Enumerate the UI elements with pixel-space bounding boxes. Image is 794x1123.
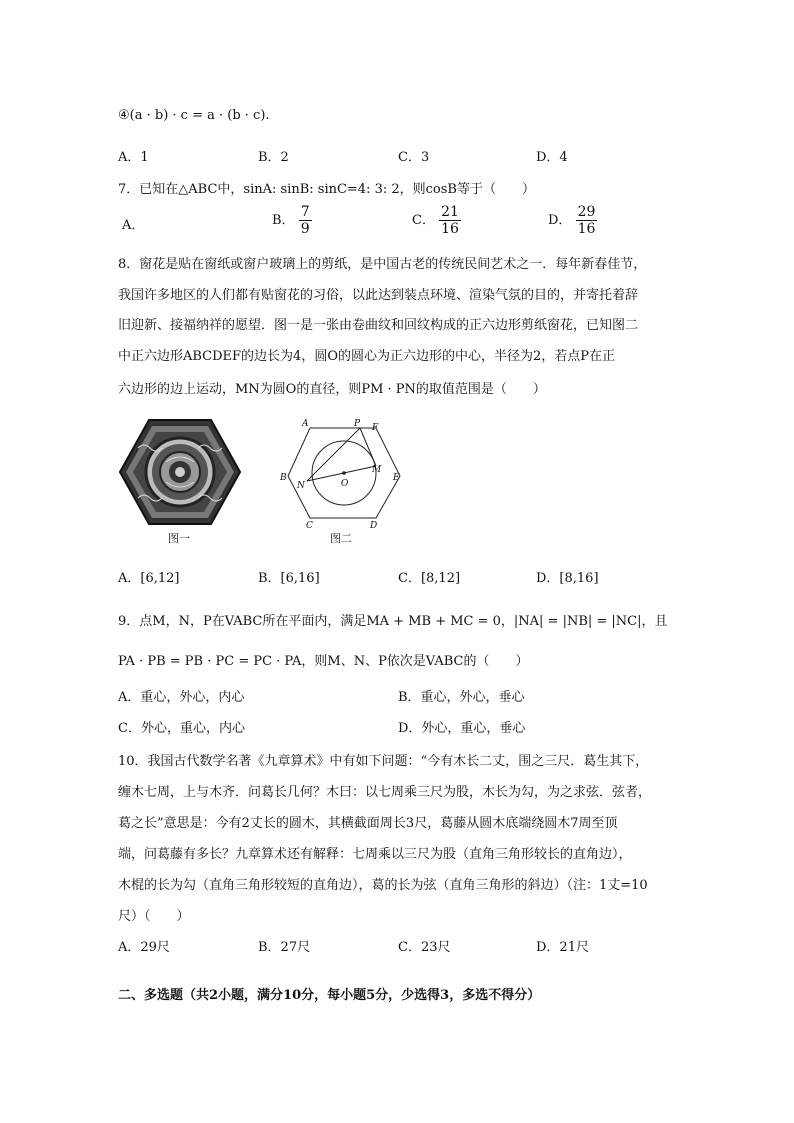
q10-option-b: B．27尺 [258,940,311,955]
vertex-f-label: F [372,423,379,433]
vertex-b-label: B [280,473,287,483]
q9-line-2: PA · PB = PB · PC = PC · PA，则M、N、P依次是VABC的（ ） [118,654,529,669]
q8-line-3: 旧迎新、接福纳祥的愿望．图一是一张由卷曲纹和回纹构成的正六边形剪纸窗花，已知图二 [118,318,639,333]
figure-one-caption: 图一 [168,532,190,545]
q8-line-2: 我国许多地区的人们都有贴窗花的习俗，以此达到装点环境、渲染气氛的目的，并寄托着辞 [118,288,639,303]
numerator: 21 [441,204,459,220]
q8-option-d: D．[8,16] [536,571,599,586]
q8-option-c: C．[8,12] [398,571,461,586]
figure-one-papercut [118,418,242,526]
q7-option-d-label: D． [548,213,572,228]
q9-option-a: A．重心，外心，内心 [118,690,245,705]
point-m-label: M [372,465,382,475]
denominator: 16 [441,221,459,237]
q9-option-d: D．外心，重心，垂心 [398,721,526,736]
q10-option-d: D．21尺 [536,940,589,955]
vertex-e-label: E [393,473,400,483]
denominator: 16 [577,221,596,237]
q8-line-5: 六边形的边上运动，MN为圆O的直径，则PM · PN的取值范围是（ ） [118,382,546,397]
point-p-label: P [354,419,361,429]
section-heading-multiple-choice: 二、多选题（共2小题，满分10分，每小题5分，少选得3，多选不得分） [118,988,541,1003]
q7-option-d [548,204,597,237]
q9-option-c: C．外心，重心，内心 [118,721,245,736]
q7-option-b-label: B． [272,213,295,228]
q6-option-c: C．3 [398,150,430,165]
q9-option-b: B．重心，外心，垂心 [398,690,525,705]
q8-option-a: A．[6,12] [118,571,180,586]
q7-option-d-fraction [576,204,598,237]
q10-line-4: 端，问葛藤有多长？九章算术还有解释：七周乘以三尺为股（直角三角形较长的直角边）， [118,847,632,862]
q7-option-a: A． [122,218,145,233]
vertex-d-label: D [370,521,378,530]
q10-option-c: C．23尺 [398,940,451,955]
q6-option-d: D．4 [536,150,568,165]
q7-stem: 7．已知在△ABC中，sinA: sinB: sinC=4: 3: 2，则cosB等于（ ） [118,182,535,197]
q7-option-c [412,204,461,237]
center-o-label: O [341,479,349,489]
vertex-a-label: A [302,419,309,429]
q8-option-b: B．[6,16] [258,571,320,586]
vertex-c-label: C [306,521,313,530]
q10-line-6: 尺）（ ） [118,909,190,924]
q6-option-a: A．1 [118,150,149,165]
q6-option-b: B．2 [258,150,289,165]
denominator: 9 [300,221,310,237]
figure-two-diagram [278,414,410,530]
point-n-label: N [297,481,305,491]
q10-line-5: 木棍的长为勾（直角三角形较短的直角边），葛的长为弦（直角三角形的斜边）（注：1丈=10 [118,878,648,893]
q10-line-2: 缠木七周，上与木齐．问葛长几何？木曰：以七周乘三尺为股，木长为勾，为之求弦．弦者， [118,785,652,800]
q6-stem-tail: ④(a · b) · c = a · (b · c). [118,108,270,123]
q10-option-a: A．29尺 [118,940,170,955]
q7-option-c-fraction [439,204,461,237]
numerator: 7 [300,204,310,220]
q7-option-b [272,204,312,237]
figure-two-caption: 图二 [330,532,352,545]
q7-option-c-label: C． [412,213,435,228]
q10-line-3: 葛之长”意思是：今有2丈长的圆木，其横截面周长3尺，葛藤从圆木底端绕圆木7周至顶 [118,816,618,831]
q8-line-1: 8．窗花是贴在窗纸或窗户玻璃上的剪纸，是中国古老的传统民间艺术之一．每年新春佳节， [118,257,647,272]
q8-line-4: 中正六边形ABCDEF的边长为4，圆O的圆心为正六边形的中心，半径为2，若点P在正 [118,349,616,364]
q9-line-1: 9．点M，N，P在VABC所在平面内，满足MA + MB + MC = 0，|NA| = |NB| = |NC|，且 [118,614,668,629]
numerator: 29 [577,204,596,220]
q10-line-1: 10．我国古代数学名著《九章算术》中有如下问题：“今有木长二丈，围之三尺．葛生其下， [118,754,649,769]
q7-option-b-fraction [299,204,312,237]
